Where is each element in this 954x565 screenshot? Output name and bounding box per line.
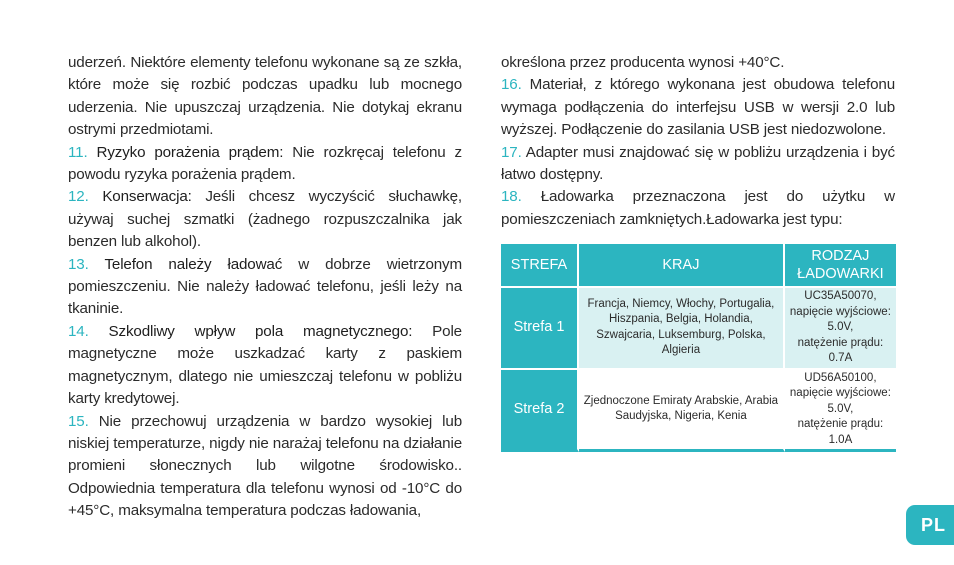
table-header-row xyxy=(501,244,896,288)
header-rodzaj-ladowarki: RODZAJ ŁADOWARKI xyxy=(785,244,896,288)
item-text: w dobrze wietrzonym pomieszczeniu. Nie należy ładować telefonu, jeśli leży na tkaninie. xyxy=(68,255,462,318)
item-title: Szkodliwy wpływ pola magnetycznego: xyxy=(108,322,413,340)
item-13 xyxy=(68,254,462,321)
item-number: 11. xyxy=(68,143,88,161)
zone-cell: Strefa 1 xyxy=(501,288,579,370)
item-16 xyxy=(501,74,895,141)
item-number: 17. xyxy=(501,143,522,161)
item-text: Pole magnetyczne może uszkadzać karty z paskiem magnetycznym, dlatego nie umieszczaj telefonu w pobliżu karty kredytowej. xyxy=(68,322,462,408)
charger-cell xyxy=(785,370,896,453)
header-kraj: KRAJ xyxy=(579,244,785,288)
charger-current: natężenie prądu: 1.0A xyxy=(797,418,884,446)
country-cell: Zjednoczone Emiraty Arabskie, Arabia Saudyjska, Nigeria, Kenia xyxy=(579,370,785,453)
item-18 xyxy=(501,186,895,231)
item-number: 18. xyxy=(501,188,522,206)
item-12 xyxy=(68,186,462,253)
item-title: Telefon należy ładować xyxy=(104,255,283,273)
item-title: Konserwacja: xyxy=(102,188,192,206)
item-number: 14. xyxy=(68,322,89,340)
intro-paragraph: uderzeń. Niektóre elementy telefonu wykonane są ze szkła, które może się rozbić podczas upadku lub mocnego uderzenia. Nie upuszczaj urządzenia. Nie dotykaj ekranu ostrymi przedmiotami. xyxy=(68,54,462,139)
table-row xyxy=(501,370,896,453)
item-text: Adapter musi znajdować się w pobliżu urządzenia i być łatwo dostępny. xyxy=(501,143,895,184)
item-text: Materiał, z którego wykonana jest obudowa telefonu wymaga podłączenia do interfejsu USB w wersji 2.0 lub wyższej. Podłączenie do zasilania USB jest niedozwolone. xyxy=(501,76,895,139)
item-14 xyxy=(68,321,462,411)
zone-cell: Strefa 2 xyxy=(501,370,579,453)
charger-model: UC35A50070, xyxy=(804,290,877,302)
item-text: Nie rozkręcaj telefonu z powodu ryzyka porażenia prądem. xyxy=(68,143,462,184)
language-badge: PL xyxy=(906,505,954,545)
item-number: 13. xyxy=(68,255,89,273)
continuation-paragraph: określona przez producenta wynosi +40°C. xyxy=(501,54,785,71)
table-row xyxy=(501,288,896,370)
item-text: Jeśli chcesz wyczyścić słuchawkę, używaj suchej szmatki (żadnego rozpuszczalnika jak benzen lub alkohol). xyxy=(68,188,462,251)
right-text-column xyxy=(501,52,895,231)
item-number: 16. xyxy=(501,76,522,94)
charger-voltage: napięcie wyjściowe: 5.0V, xyxy=(789,305,891,333)
item-15 xyxy=(68,411,462,523)
item-number: 12. xyxy=(68,188,89,206)
charger-model: UD56A50100, xyxy=(804,371,877,384)
header-strefa: STREFA xyxy=(501,244,579,288)
item-17 xyxy=(501,142,895,187)
item-11 xyxy=(68,142,462,187)
charger-table xyxy=(501,244,896,452)
country-cell: Francja, Niemcy, Włochy, Portugalia, Hiszpania, Belgia, Holandia, Szwajcaria, Luksemburg, Polska, Algieria xyxy=(579,288,785,370)
item-text: Nie przechowuj urządzenia w bardzo wysokiej lub niskiej temperaturze, nigdy nie narażaj telefonu na działanie promieni słonecznych lub wilgotne środowisko.. Odpowiednia temperatura dla telefonu wynosi od -10°C do +45°C, maksymalna temperatura podczas ładowania, xyxy=(68,412,462,520)
left-text-column xyxy=(68,52,462,523)
charger-voltage: napięcie wyjściowe: 5.0V, xyxy=(789,387,891,415)
item-number: 15. xyxy=(68,412,89,430)
item-text: Ładowarka przeznaczona jest do użytku w pomieszczeniach zamkniętych.Ładowarka jest typu: xyxy=(501,188,895,228)
item-title: Ryzyko porażenia prądem: xyxy=(96,143,284,161)
charger-cell xyxy=(785,288,896,370)
charger-current: natężenie prądu: 0.7A xyxy=(797,336,884,364)
